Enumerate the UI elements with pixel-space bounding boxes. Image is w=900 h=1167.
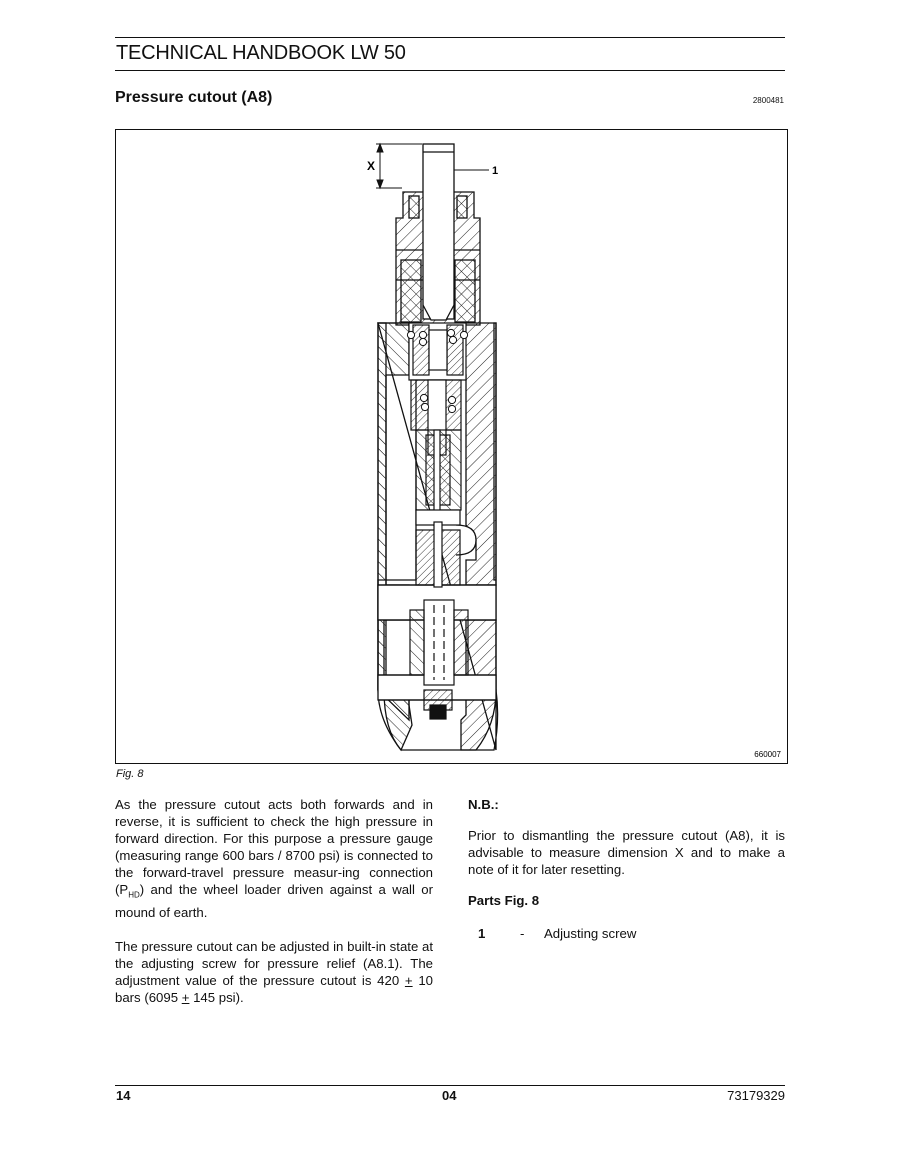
subscript-hd: HD	[128, 890, 140, 900]
parts-heading: Parts Fig. 8	[468, 893, 540, 908]
adjusting-screw	[423, 144, 454, 320]
figure-number: 660007	[754, 750, 781, 759]
footer-page-number: 14	[116, 1088, 131, 1103]
footer-doc-number: 73179329	[727, 1088, 785, 1103]
footer-rule	[115, 1085, 785, 1086]
document-code: 2800481	[752, 96, 784, 105]
left-column	[115, 796, 433, 1006]
footer-chapter: 04	[442, 1088, 457, 1103]
part-label: Adjusting screw	[544, 926, 637, 941]
document-title: TECHNICAL HANDBOOK LW 50	[116, 42, 406, 64]
section-title: Pressure cutout (A8)	[115, 89, 273, 106]
part-number: 1	[478, 926, 486, 941]
callout-1-label: 1	[492, 165, 499, 177]
parts-list-item	[468, 925, 785, 942]
figure-caption: Fig. 8	[116, 768, 144, 780]
paragraph-adjustment: The pressure cutout can be adjusted in built-in state at the adjusting screw for pressure relief (A8.1). The adjustment value of the pressure cutout is 420 + 10 bars (6095 + 145 psi).	[115, 938, 433, 1005]
pressure-cutout-section-drawing	[116, 130, 787, 763]
plus-minus-2: +	[181, 989, 190, 1005]
header-rule-top	[115, 37, 785, 38]
dimension-x	[376, 144, 422, 188]
figure-frame	[115, 129, 788, 764]
paragraph-test-procedure: As the pressure cutout acts both forwards and in reverse, it is sufficient to check the high pressure in forward direction. For this purpose a pressure gauge (measuring range 600 bars / 8700 psi) is connected to the forward-travel pressure measur-ing connection $(P_{HD})$ and the wheel loader driven against a wall or mound of earth.	[115, 797, 433, 920]
note-heading: N.B.:	[468, 797, 499, 812]
plus-minus-1: +	[404, 972, 413, 988]
dimension-x-label: X	[366, 159, 376, 173]
part-dash: -	[520, 926, 525, 941]
header-rule-bottom	[115, 70, 785, 71]
note-text: Prior to dismantling the pressure cutout (A8), it is advisable to measure dimension X and to make a note of it for later resetting.	[468, 828, 785, 877]
right-column	[468, 796, 785, 942]
valve-internals	[409, 323, 468, 719]
